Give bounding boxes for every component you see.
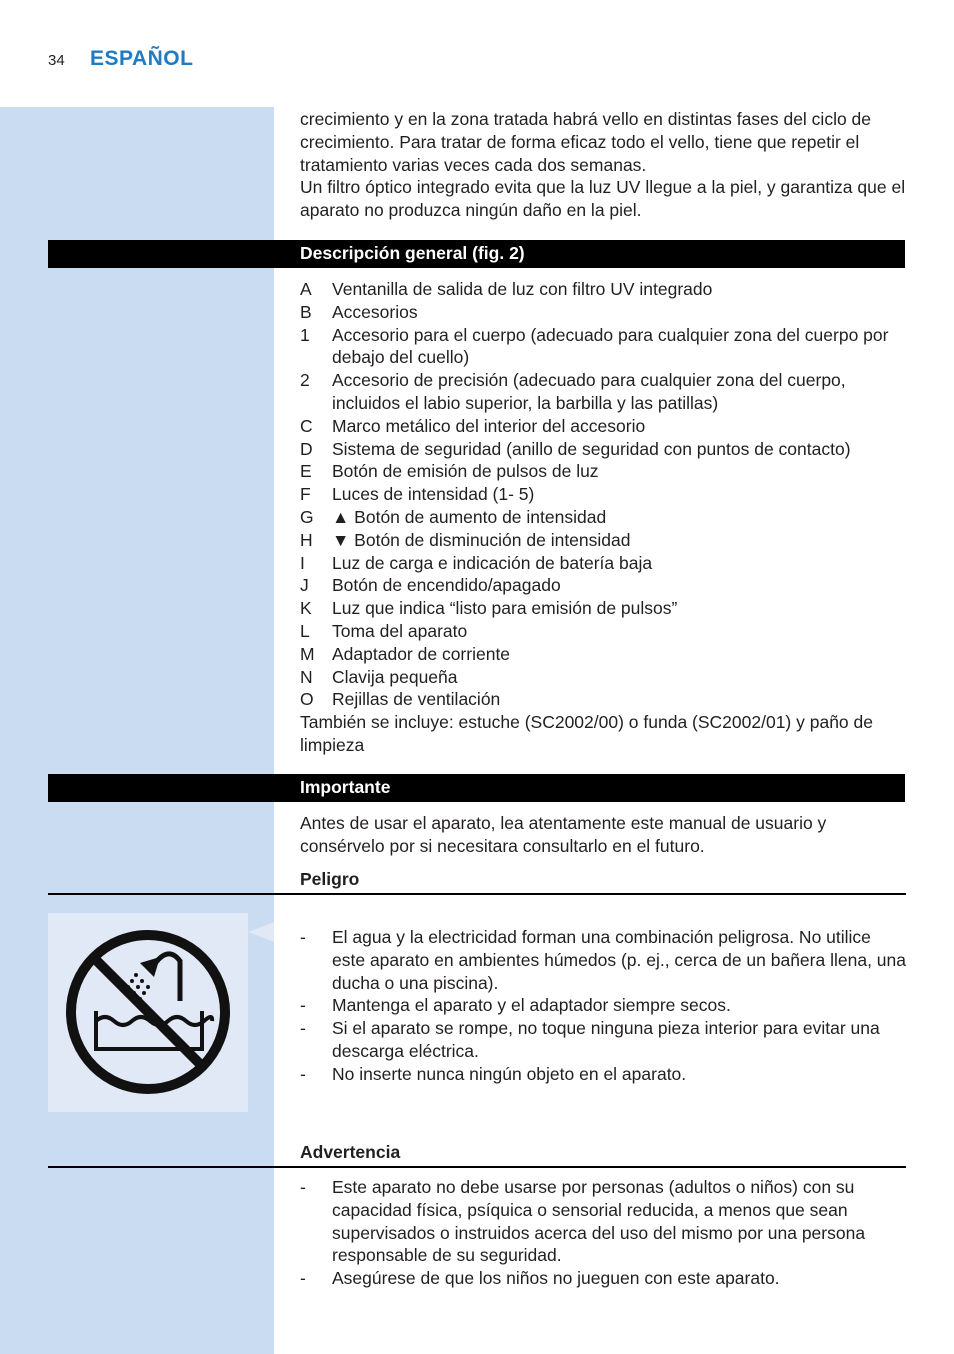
list-item bbox=[300, 460, 906, 483]
warning-rule bbox=[48, 1166, 906, 1168]
list-item bbox=[300, 574, 906, 597]
list-item bbox=[300, 506, 906, 529]
item-key: C bbox=[300, 415, 313, 436]
overview-list bbox=[300, 278, 906, 757]
dash-marker: - bbox=[300, 1018, 306, 1039]
item-text: ▲ Botón de aumento de intensidad bbox=[332, 506, 607, 527]
item-key: B bbox=[300, 301, 312, 322]
item-text: Accesorios bbox=[332, 301, 418, 322]
item-key: F bbox=[300, 484, 311, 505]
list-item bbox=[300, 278, 906, 301]
item-key: E bbox=[300, 461, 312, 482]
danger-heading: Peligro bbox=[300, 869, 360, 889]
item-text: Mantenga el aparato y el adaptador siempre secos. bbox=[332, 995, 731, 1016]
item-text: Asegúrese de que los niños no jueguen con este aparato. bbox=[332, 1268, 780, 1289]
important-heading: Importante bbox=[300, 777, 391, 797]
item-key: H bbox=[300, 529, 313, 550]
list-item bbox=[300, 1267, 906, 1290]
list-item bbox=[300, 597, 906, 620]
item-key: 2 bbox=[300, 370, 310, 391]
item-text: Luz de carga e indicación de batería baja bbox=[332, 552, 653, 573]
dash-marker: - bbox=[300, 1268, 306, 1289]
item-text: Accesorio de precisión (adecuado para cualquier zona del cuerpo, incluidos el labio superior, la barbilla y las patillas) bbox=[332, 370, 846, 413]
item-key: 1 bbox=[300, 324, 310, 345]
important-intro: Antes de usar el aparato, lea atentamente este manual de usuario y consérvelo por si necesitara consultarlo en el futuro. bbox=[300, 813, 827, 856]
item-key: A bbox=[300, 279, 312, 299]
intro-paragraph-1: crecimiento y en la zona tratada habrá vello en distintas fases del ciclo de crecimiento. Para tratar de forma eficaz todo el vello, tiene que repetir el tratamiento varias veces cada dos semanas. bbox=[300, 109, 872, 175]
list-item bbox=[300, 1176, 906, 1267]
item-text: Este aparato no debe usarse por personas (adultos o niños) con su capacidad física, psíquica o sensorial reducida, a menos que sean supervisados o instruidos acerca del uso del mismo por una persona responsable de su seguridad. bbox=[332, 1177, 866, 1266]
language-title: ESPAÑOL bbox=[90, 47, 194, 70]
item-text: Luz que indica “listo para emisión de pulsos” bbox=[332, 598, 678, 619]
dash-marker: - bbox=[300, 927, 306, 947]
warning-heading: Advertencia bbox=[300, 1142, 401, 1162]
danger-rule bbox=[48, 893, 906, 895]
dash-marker: - bbox=[300, 1177, 306, 1197]
item-key: M bbox=[300, 643, 315, 664]
no-bath-shower-icon bbox=[48, 913, 248, 1112]
list-item bbox=[300, 415, 906, 438]
overview-footer: También se incluye: estuche (SC2002/00) o funda (SC2002/01) y paño de limpieza bbox=[300, 712, 873, 755]
item-text: Adaptador de corriente bbox=[332, 643, 511, 664]
overview-heading-bar bbox=[48, 240, 905, 268]
intro-paragraph-2: Un filtro óptico integrado evita que la luz UV llegue a la piel, y garantiza que el aparato no produzca ningún daño en la piel. bbox=[300, 177, 906, 221]
item-key: K bbox=[300, 598, 312, 619]
item-text: No inserte nunca ningún objeto en el aparato. bbox=[332, 1063, 687, 1084]
item-text: Accesorio para el cuerpo (adecuado para cualquier zona del cuerpo por debajo del cuello) bbox=[332, 324, 889, 368]
item-key: L bbox=[300, 620, 310, 641]
item-key: N bbox=[300, 666, 313, 687]
danger-list bbox=[300, 926, 906, 1086]
important-heading-bar bbox=[48, 774, 905, 802]
list-item bbox=[300, 483, 906, 506]
item-text: Rejillas de ventilación bbox=[332, 689, 501, 710]
item-text: Botón de encendido/apagado bbox=[332, 575, 561, 596]
item-text: El agua y la electricidad forman una combinación peligrosa. No utilice este aparato en ambientes húmedos (p. ej., cerca de un bañera llena, una ducha o una piscina). bbox=[332, 927, 906, 993]
list-item bbox=[300, 1017, 906, 1063]
item-text: ▼ Botón de disminución de intensidad bbox=[332, 529, 631, 550]
intro-text bbox=[300, 108, 906, 222]
item-key: J bbox=[300, 575, 309, 596]
list-item bbox=[300, 301, 906, 324]
list-item bbox=[300, 994, 906, 1017]
item-key: I bbox=[300, 552, 305, 573]
item-text: Luces de intensidad (1- 5) bbox=[332, 484, 535, 505]
list-item bbox=[300, 438, 906, 461]
item-text: Clavija pequeña bbox=[332, 666, 458, 687]
item-key: O bbox=[300, 689, 314, 710]
item-key: D bbox=[300, 438, 313, 459]
item-text: Toma del aparato bbox=[332, 620, 468, 641]
list-item bbox=[300, 688, 906, 711]
item-text: Si el aparato se rompe, no toque ninguna pieza interior para evitar una descarga eléctrica. bbox=[332, 1018, 880, 1061]
list-item bbox=[300, 643, 906, 666]
list-item bbox=[300, 620, 906, 643]
item-text: Sistema de seguridad (anillo de seguridad con puntos de contacto) bbox=[332, 438, 851, 459]
list-item bbox=[300, 529, 906, 552]
item-key: G bbox=[300, 506, 314, 527]
dash-marker: - bbox=[300, 995, 306, 1016]
callout-pointer bbox=[248, 922, 274, 942]
list-item bbox=[300, 324, 906, 370]
item-text: Marco metálico del interior del accesorio bbox=[332, 415, 646, 436]
list-item bbox=[300, 369, 906, 415]
dash-marker: - bbox=[300, 1063, 306, 1084]
item-text: Botón de emisión de pulsos de luz bbox=[332, 461, 599, 482]
overview-heading: Descripción general (fig. 2) bbox=[300, 243, 525, 263]
warning-list bbox=[300, 1176, 906, 1290]
list-item bbox=[300, 1063, 906, 1086]
page-number: 34 bbox=[48, 52, 65, 69]
item-text: Ventanilla de salida de luz con filtro UV integrado bbox=[332, 279, 713, 299]
warning-illustration-panel bbox=[48, 913, 248, 1112]
list-item bbox=[300, 552, 906, 575]
list-item bbox=[300, 666, 906, 689]
list-item bbox=[300, 926, 906, 994]
